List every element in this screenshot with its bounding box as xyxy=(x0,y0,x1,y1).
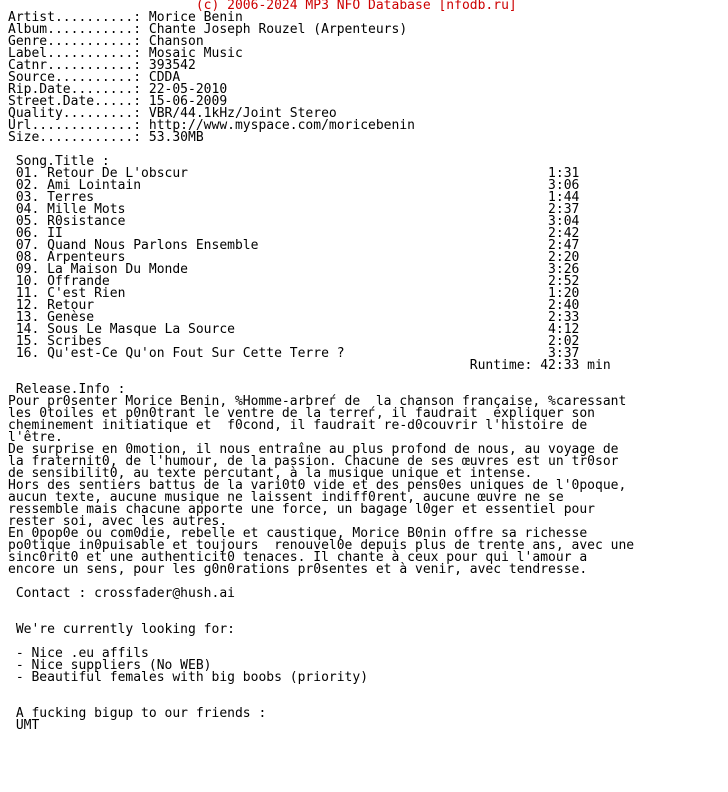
nfo-line xyxy=(8,144,724,156)
nfo-line: Size............: 53.30MB xyxy=(8,130,204,145)
nfo-line: sinc0rit0 et une authenticit0 tenaces. Il chante à ceux pour qui l'amour a xyxy=(8,550,588,565)
nfo-line: Song.Title : xyxy=(8,154,110,169)
nfo-line: 05. R0sistance 3:04 xyxy=(8,214,580,229)
nfo-line: Label...........: Mosaic Music xyxy=(8,46,243,61)
nfo-line: 08. Arpenteurs 2:20 xyxy=(8,250,580,265)
nfo-line: 04. Mille Mots 2:37 xyxy=(8,202,580,217)
nfo-line: Pour pr0senter Morice Benin, %Homme-arbreѓ de la chanson française, %caressant xyxy=(8,394,627,409)
nfo-line: Rip.Date........: 22-05-2010 xyxy=(8,82,228,97)
nfo-line: po0tique in0puisable et toujours renouvel0e depuis plus de trente ans, avec une xyxy=(8,538,635,553)
nfo-line: les 0toiles et p0n0trant le ventre de la terreѓ, il faudrait expliquer son xyxy=(8,406,595,421)
nfo-line: A fucking bigup to our friends : xyxy=(8,706,267,721)
nfo-line: - Nice suppliers (No WEB) xyxy=(8,658,212,673)
nfo-line: de sensibilit0, au texte percutant, à la musique unique et intense. xyxy=(8,466,533,481)
nfo-header: (c) 2006-2024 MP3 NFO Database [nfodb.ru] xyxy=(8,0,517,13)
nfo-line: 16. Qu'est-Ce Qu'on Fout Sur Cette Terre ? 3:37 xyxy=(8,346,580,361)
nfo-line: cheminement initiatique et f0cond, il faudrait re-d0couvrir l'histoire de xyxy=(8,418,588,433)
nfo-line: 10. Offrande 2:52 xyxy=(8,274,580,289)
nfo-line: Album...........: Chante Joseph Rouzel (Arpenteurs) xyxy=(8,22,408,37)
nfo-line: 01. Retour De L'obscur 1:31 xyxy=(8,166,580,181)
nfo-line: ressemble mais chacune apporte une force, un bagage l0ger et essentiel pour xyxy=(8,502,595,517)
nfo-line: Catnr...........: 393542 xyxy=(8,58,196,73)
nfo-line: Release.Info : xyxy=(8,382,126,397)
nfo-text-block xyxy=(8,0,724,732)
nfo-line: Artist..........: Morice Benin xyxy=(8,10,243,25)
nfo-line: 12. Retour 2:40 xyxy=(8,298,580,313)
nfo-line: la fraternit0, de l'humour, de la passion. Chacune de ses œuvres est un tr0sor xyxy=(8,454,619,469)
nfo-line: 07. Quand Nous Parlons Ensemble 2:47 xyxy=(8,238,580,253)
nfo-line: 14. Sous Le Masque La Source 4:12 xyxy=(8,322,580,337)
nfo-line: 09. La Maison Du Monde 3:26 xyxy=(8,262,580,277)
nfo-line: Genre...........: Chanson xyxy=(8,34,204,49)
nfo-line: encore un sens, pour les g0n0rations pr0sentes et à venir, avec tendresse. xyxy=(8,562,588,577)
nfo-line: 06. II 2:42 xyxy=(8,226,580,241)
nfo-line: 02. Ami Lointain 3:06 xyxy=(8,178,580,193)
nfo-line: 13. Genèse 2:33 xyxy=(8,310,580,325)
nfo-line: Runtime: 42:33 min xyxy=(8,358,611,373)
nfo-line: We're currently looking for: xyxy=(8,622,235,637)
nfo-line: l'être. xyxy=(8,430,63,445)
nfo-line: Source..........: CDDA xyxy=(8,70,181,85)
nfo-line: De surprise en 0motion, il nous entraîne au plus profond de nous, au voyage de xyxy=(8,442,619,457)
nfo-line xyxy=(8,600,724,612)
nfo-line: rester soi, avec les autres. xyxy=(8,514,228,529)
nfo-line: Street.Date.....: 15-06-2009 xyxy=(8,94,228,109)
nfo-line: 11. C'est Rien 1:20 xyxy=(8,286,580,301)
nfo-line: - Beautiful females with big boobs (priority) xyxy=(8,670,369,685)
nfo-line: Url.............: http://www.myspace.com/moricebenin xyxy=(8,118,415,133)
nfo-line: 15. Scribes 2:02 xyxy=(8,334,580,349)
nfo-line: Quality.........: VBR/44.1kHz/Joint Stereo xyxy=(8,106,337,121)
nfo-line: aucun texte, aucune musique ne laissent indiff0rent, aucune œuvre ne se xyxy=(8,490,564,505)
nfo-line: UMT xyxy=(8,718,40,733)
nfo-line: - Nice .eu affils xyxy=(8,646,149,661)
nfo-line: Hors des sentiers battus de la vari0t0 vide et des pens0es uniques de l'0poque, xyxy=(8,478,627,493)
nfo-line xyxy=(8,684,724,696)
nfo-line: Contact : crossfader@hush.ai xyxy=(8,586,235,601)
nfo-line: En 0pop0e ou com0die, rebelle et caustique, Morice B0nin offre sa richesse xyxy=(8,526,588,541)
nfo-line: 03. Terres 1:44 xyxy=(8,190,580,205)
